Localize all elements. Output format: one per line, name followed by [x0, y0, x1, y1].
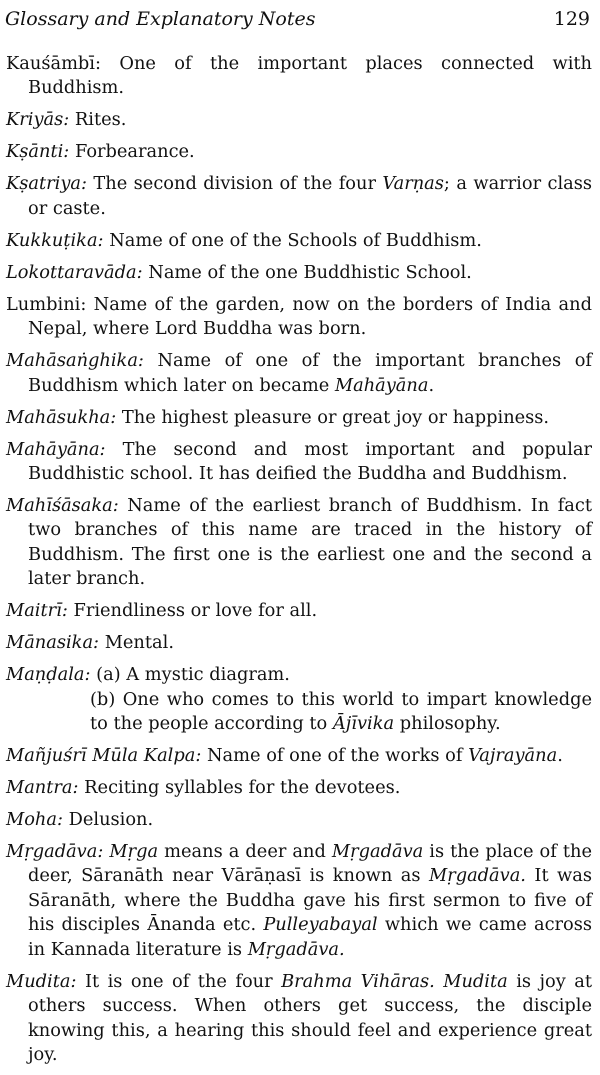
entry-term: Maṇḍala:	[6, 664, 91, 686]
entry-term: Kṣānti:	[6, 141, 70, 163]
entry-definition: is joy at others success. When others get success, the disciple knowing this, a hearing this should feel and experience great joy.	[28, 970, 592, 1065]
entry-term: Kauśāmbī:	[6, 53, 101, 74]
entry-definition: It is one of the four	[76, 970, 282, 992]
entry-definition-italic: Vajrayāna	[468, 745, 558, 767]
running-head-title: Glossary and Explanatory Notes	[5, 8, 316, 30]
entry-definition-italic: Mṛgadāva.	[428, 865, 526, 887]
entry-term: Kriyās:	[6, 109, 70, 131]
entry-term: Moha:	[6, 809, 63, 831]
glossary-entry-lokottaravada	[6, 261, 592, 285]
entry-definition: Name of one of the Schools of Buddhism.	[103, 229, 482, 251]
entry-term: Mudita:	[6, 970, 77, 992]
entry-sense-b	[28, 688, 592, 737]
entry-definition: Name of one of the works of	[201, 745, 469, 767]
entry-term: Mahāyāna:	[6, 438, 106, 460]
entry-definition: Name of the earliest branch of Buddhism. In fact two branches of this name are traced in the history of Buddhism. The first one is the earliest one and the second a later branch.	[28, 495, 592, 590]
glossary-entry-lumbini	[6, 293, 592, 342]
entry-definition: Delusion.	[62, 809, 154, 831]
entry-definition-italic: Mṛgadāva.	[247, 938, 345, 960]
glossary-entry-mahasukha	[6, 406, 592, 430]
entry-definition-italic: Pulleyabayal	[263, 914, 378, 936]
entry-definition-italic: Brahma Vihāras. Mudita	[281, 970, 508, 992]
glossary-entry-maitri	[6, 599, 592, 623]
glossary-entry-mantra	[6, 776, 592, 800]
entry-sense-a: (a) A mystic diagram.	[90, 664, 290, 686]
entry-definition: Mental.	[99, 632, 174, 654]
entry-sense-b-italic: Ājīvika	[332, 713, 395, 735]
glossary-entries	[6, 52, 592, 1075]
entry-definition-italic: Varṇas	[382, 173, 444, 195]
entry-definition-italic: Mṛga	[109, 841, 159, 863]
entry-definition: Name of the garden, now on the borders of India and Nepal, where Lord Buddha was born.	[28, 293, 592, 340]
entry-definition: which we came across in Kannada literature is	[28, 914, 592, 960]
entry-term: Lumbini:	[6, 293, 87, 315]
glossary-entry-kriyas	[6, 108, 592, 132]
entry-definition: The second division of the four	[86, 173, 383, 195]
entry-term: Kṣatriya:	[6, 173, 87, 195]
glossary-entry-ksanti	[6, 140, 592, 164]
entry-sense-b-text: philosophy.	[394, 713, 501, 735]
entry-term: Mānasika:	[6, 632, 100, 654]
entry-sense-b-text: (b) One who comes to this world to impart knowledge to the people according to	[90, 688, 592, 735]
glossary-entry-mandala	[6, 663, 592, 736]
glossary-entry-mrgadava	[6, 840, 592, 962]
glossary-entry-mahayana	[6, 438, 592, 487]
entry-definition: Forbearance.	[69, 141, 195, 163]
entry-term: Mahāsukha:	[6, 406, 117, 428]
entry-definition: The highest pleasure or great joy or happiness.	[116, 406, 550, 428]
entry-term: Mṛgadāva:	[6, 841, 104, 863]
glossary-entry-mudita	[6, 970, 592, 1068]
entry-definition: Name of one of the important branches of Buddhism which later on became	[28, 350, 592, 396]
glossary-entry-mahasanghika	[6, 349, 592, 398]
glossary-entry-manjusri-mula-kalpa	[6, 744, 592, 768]
glossary-entry-kausambi	[6, 52, 592, 101]
glossary-entry-kukkutika	[6, 229, 592, 253]
entry-definition: Rites.	[69, 109, 127, 131]
glossary-entry-moha	[6, 808, 592, 832]
glossary-entry-ksatriya	[6, 172, 592, 221]
entry-term: Maitrī:	[6, 600, 68, 622]
entry-definition: .	[557, 745, 563, 767]
entry-definition: ; a warrior class or caste.	[28, 173, 592, 219]
page-header	[5, 6, 590, 32]
entry-term: Mañjuśrī Mūla Kalpa:	[6, 745, 202, 767]
glossary-entry-mahisasaka	[6, 494, 592, 592]
entry-definition: is the place of the deer, Sāranāth near Vārāṇasī is known as	[28, 841, 592, 887]
entry-definition: .	[428, 374, 435, 396]
entry-term: Mahāsaṅghika:	[6, 350, 144, 372]
entry-term: Mahīśāsaka:	[6, 495, 119, 517]
entry-definition: means a deer and	[158, 841, 332, 863]
glossary-entry-manasika	[6, 631, 592, 655]
page-number: 129	[553, 8, 590, 30]
entry-definition: One of the important places connected with Buddhism.	[28, 53, 592, 99]
entry-definition-italic: Mṛgadāva	[331, 841, 424, 863]
entry-definition: It was Sāranāth, where the Buddha gave his first sermon to five of his disciples Ānanda etc.	[28, 865, 592, 936]
entry-term: Mantra:	[6, 777, 79, 799]
entry-term: Lokottaravāda:	[6, 261, 143, 283]
entry-term: Kukkuṭika:	[6, 229, 104, 251]
entry-definition: Reciting syllables for the devotees.	[78, 777, 401, 799]
entry-definition: The second and most important and popular Buddhistic school. It has deified the Buddha and Buddhism.	[28, 438, 592, 485]
entry-definition: Name of the one Buddhistic School.	[142, 261, 472, 283]
entry-definition: Friendliness or love for all.	[67, 600, 318, 622]
entry-definition-italic: Mahāyāna	[334, 374, 429, 396]
